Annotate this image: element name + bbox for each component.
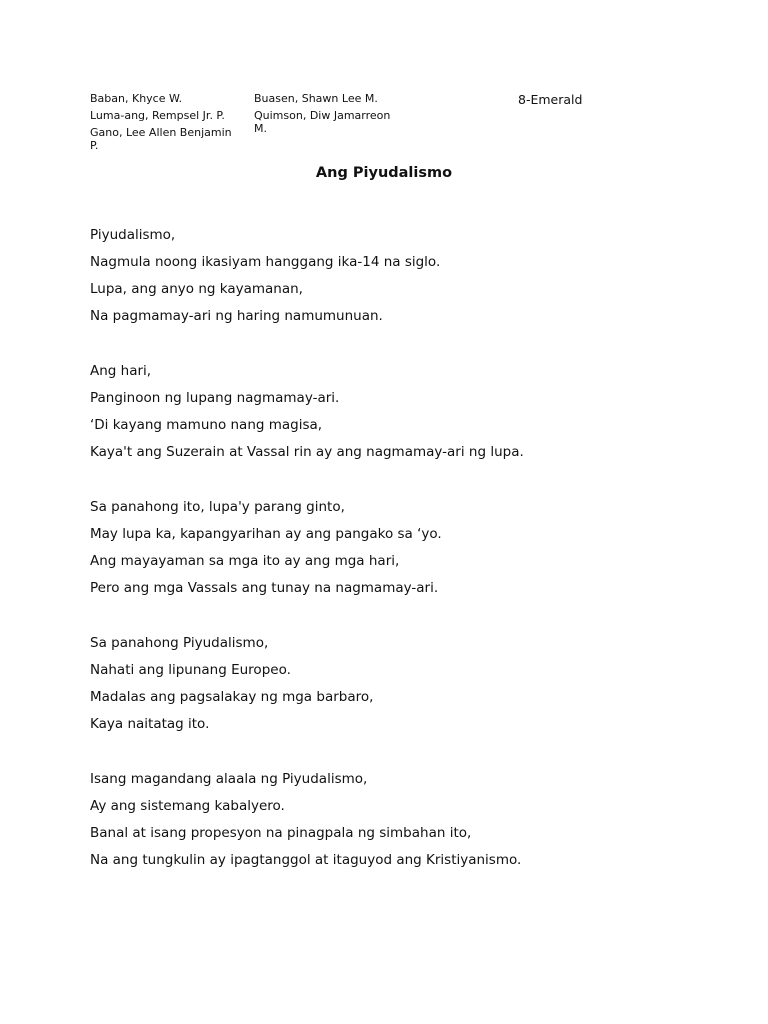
author-name: Gano, Lee Allen Benjamin P. <box>90 126 232 152</box>
author-name: Luma-ang, Rempsel Jr. P. <box>90 109 225 122</box>
stanza <box>90 358 730 466</box>
author-column-1 <box>90 92 240 156</box>
poem-line: Na ang tungkulin ay ipagtanggol at itaguyod ang Kristiyanismo. <box>90 852 522 868</box>
poem-line: Ay ang sistemang kabalyero. <box>90 798 285 814</box>
stanza <box>90 766 730 874</box>
poem-line: May lupa ka, kapangyarihan ay ang pangako sa ‘yo. <box>90 526 442 542</box>
poem-line: Ang mayayaman sa mga ito ay ang mga hari, <box>90 553 400 569</box>
author-column-2 <box>254 92 404 139</box>
poem-line: Na pagmamay-ari ng haring namumunuan. <box>90 308 383 324</box>
poem-line: Kaya't ang Suzerain at Vassal rin ay ang nagmamay-ari ng lupa. <box>90 444 524 460</box>
poem-body <box>90 222 730 902</box>
author-name: Baban, Khyce W. <box>90 92 183 105</box>
author-name: Buasen, Shawn Lee M. <box>254 92 378 105</box>
stanza <box>90 494 730 602</box>
poem-line: Sa panahong Piyudalismo, <box>90 635 269 651</box>
poem-line: Nahati ang lipunang Europeo. <box>90 662 291 678</box>
author-name: Quimson, Diw Jamarreon M. <box>254 109 391 135</box>
poem-line: Panginoon ng lupang nagmamay-ari. <box>90 390 340 406</box>
poem-line: Nagmula noong ikasiyam hanggang ika-14 na siglo. <box>90 254 441 270</box>
section-label: 8-Emerald <box>518 92 583 107</box>
stanza <box>90 222 730 330</box>
poem-line: Ang hari, <box>90 363 152 379</box>
poem-line: Piyudalismo, <box>90 227 176 243</box>
author-list <box>90 92 690 172</box>
poem-title: Ang Piyudalismo <box>315 165 453 181</box>
poem-line: ‘Di kayang mamuno nang magisa, <box>90 417 323 433</box>
stanza <box>90 630 730 738</box>
poem-line: Lupa, ang anyo ng kayamanan, <box>90 281 303 297</box>
poem-line: Banal at isang propesyon na pinagpala ng simbahan ito, <box>90 825 472 841</box>
poem-line: Kaya naitatag ito. <box>90 716 210 732</box>
poem-line: Isang magandang alaala ng Piyudalismo, <box>90 771 368 787</box>
poem-line: Madalas ang pagsalakay ng mga barbaro, <box>90 689 374 705</box>
poem-line: Sa panahong ito, lupa'y parang ginto, <box>90 499 345 515</box>
poem-line: Pero ang mga Vassals ang tunay na nagmamay-ari. <box>90 580 439 596</box>
